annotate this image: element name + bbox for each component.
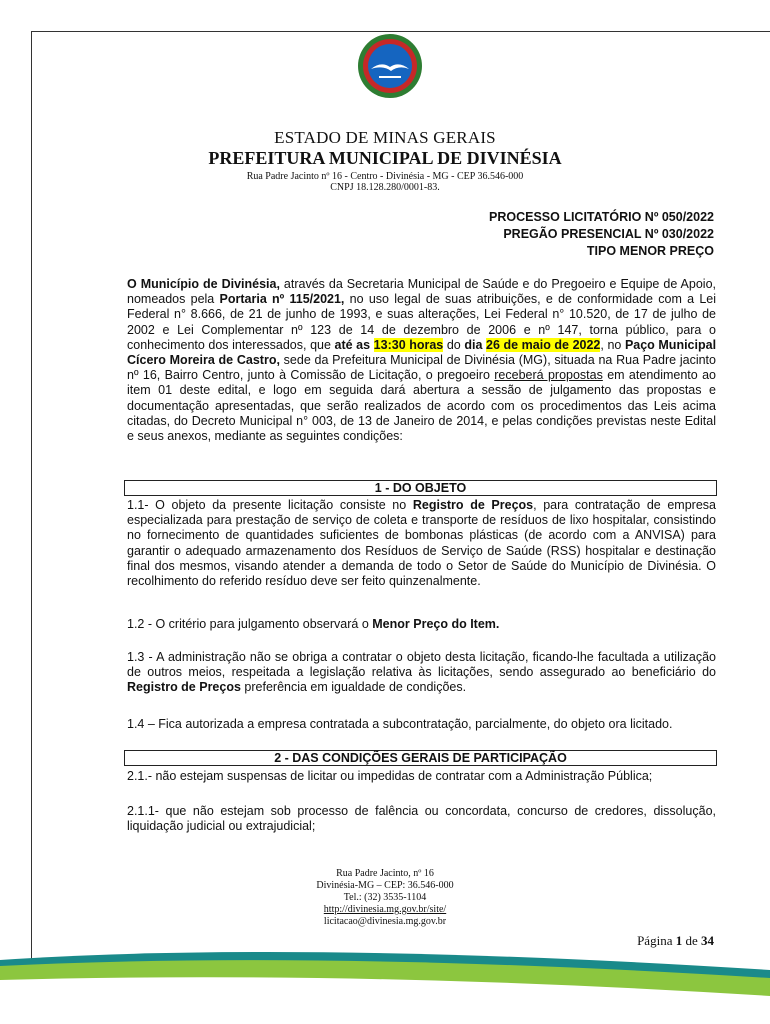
item-1-1: 1.1- O objeto da presente licitação consiste no Registro de Preços, para contratação de empresa especializada para prestação de serviço de coleta e transporte de resíduos de lixo hospitalar, consistindo no fornecimento de quantidades suficientes de bombonas plásticas (de acordo com a ANVISA) para garantir o adequado armazenamento dos Resíduos de Serviço de Saúde (RSS) hospitalar e destinação final dos mesmos, visando atender a demanda de todo o Setor de Saúde do Município de Divinésia. O recolhimento do referido resíduo deve ser feito quinzenalmente. <box>127 498 716 589</box>
item-1-2: 1.2 - O critério para julgamento observará o Menor Preço do Item. <box>127 617 500 631</box>
header-address: Rua Padre Jacinto nº 16 - Centro - Divinésia - MG - CEP 36.546-000 <box>246 171 524 182</box>
item-2-1-1: 2.1.1- que não estejam sob processo de falência ou concordata, concurso de credores, dissolução, liquidação judicial ou extrajudicial; <box>127 804 716 834</box>
item-2-1: 2.1.- não estejam suspensas de licitar ou impedidas de contratar com a Administração Pública; <box>127 769 653 783</box>
footer-city: Divinésia-MG – CEP: 36.546-000 <box>316 880 454 891</box>
pregao-number: PREGÃO PRESENCIAL Nº 030/2022 <box>503 227 714 241</box>
date-highlight: 26 de maio de 2022 <box>486 337 601 352</box>
municipal-seal-logo <box>357 33 423 99</box>
footer-phone: Tel.: (32) 3535-1104 <box>343 892 427 903</box>
item-1-3: 1.3 - A administração não se obriga a contratar o objeto desta licitação, ficando-lhe facultada a utilização de outros meios, respeitada a legislação relativa às licitações, sendo assegurado ao beneficiário do Registro de Preços preferência em igualdade de condições. <box>127 650 716 695</box>
footer-wave-decoration <box>0 940 770 1024</box>
time-highlight: 13:30 horas <box>373 337 444 352</box>
process-number: PROCESSO LICITATÓRIO Nº 050/2022 <box>489 210 714 224</box>
section-heading-participacao: 2 - DAS CONDIÇÕES GERAIS DE PARTICIPAÇÃO <box>124 750 717 766</box>
section-heading-objeto: 1 - DO OBJETO <box>124 480 717 496</box>
state-title: ESTADO DE MINAS GERAIS <box>274 128 496 147</box>
intro-paragraph: O Município de Divinésia, através da Secretaria Municipal de Saúde e do Pregoeiro e Equipe de Apoio, nomeados pela Portaria nº 115/2021, no uso legal de suas atribuições, e de conformidade com a Lei Federal n° 8.666, de 21 de junho de 1993, e suas alterações, Lei Federal n° 10.520, de 17 de julho de 2002 e Lei Complementar nº 123 de 14 de dezembro de 2006 e nº 147, torna público, para o conhecimento dos interessados, que até as 13:30 horas do dia 26 de maio de 2022, no Paço Municipal Cícero Moreira de Castro, sede da Prefeitura Municipal de Divinésia (MG), situada na Rua Padre jacinto nº 16, Bairro Centro, junto à Comissão de Licitação, o pregoeiro receberá propostas em atendimento ao item 01 deste edital, e logo em seguida dará abertura a sessão de julgamento das propostas e documentação apresentadas, que serão realizados de acordo com os procedimentos das Leis acima citadas, do Decreto Municipal n° 003, de 13 de Janeiro de 2014, e pelas condições previstas neste Edital e seus anexos, mediante as seguintes condições: <box>127 277 717 444</box>
municipality-title: PREFEITURA MUNICIPAL DE DIVINÉSIA <box>208 148 562 168</box>
footer-email[interactable]: licitacao@divinesia.mg.gov.br <box>323 916 447 927</box>
footer-website-link[interactable]: http://divinesia.mg.gov.br/site/ <box>323 904 447 915</box>
footer-address: Rua Padre Jacinto, nº 16 <box>336 868 434 879</box>
header-cnpj: CNPJ 18.128.280/0001-83. <box>330 182 440 193</box>
footer-contact <box>0 868 770 928</box>
page-number: Página 1 de 34 <box>637 933 714 948</box>
item-1-4: 1.4 – Fica autorizada a empresa contratada a subcontratação, parcialmente, do objeto ora licitado. <box>127 717 673 731</box>
tipo-label: TIPO MENOR PREÇO <box>586 244 714 258</box>
